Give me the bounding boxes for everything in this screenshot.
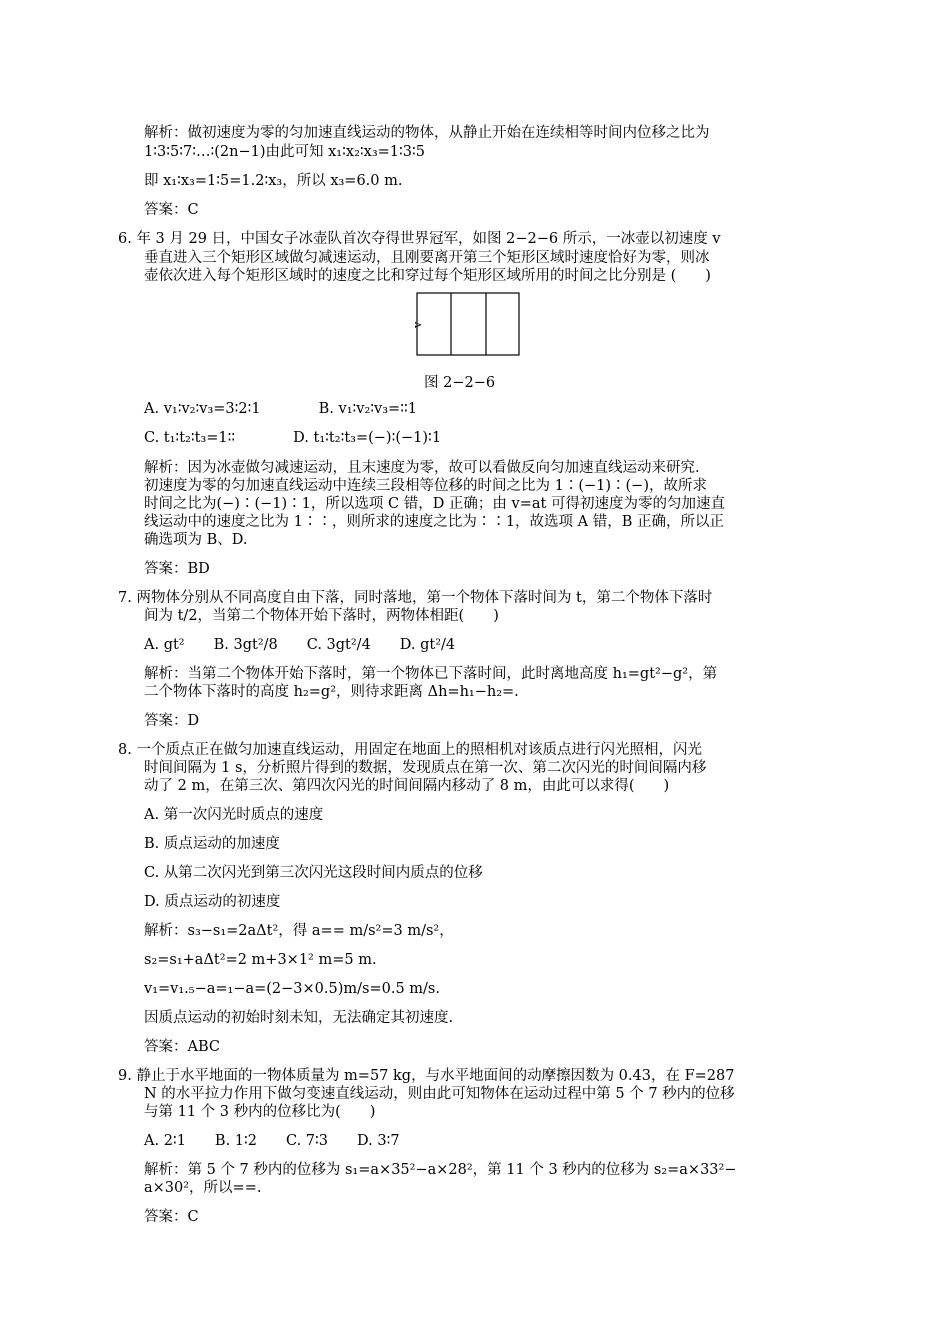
velocity-label: v bbox=[411, 321, 424, 328]
curling-rectangles-figure bbox=[411, 292, 520, 356]
question-6-options-ab: A. v₁∶v₂∶v₃=3∶2∶1 B. v₁∶v₂∶v₃=∶∶1 bbox=[144, 401, 417, 417]
answer-5: 答案：C bbox=[144, 202, 199, 218]
solution-8-line-3: v₁=v₁.₅−a=₁−a=(2−3×0.5)m/s=0.5 m/s. bbox=[144, 981, 440, 997]
solution-7-line-1: 解析：当第二个物体开始下落时，第一个物体已下落时间，此时离地高度 h₁=gt²−g²，第 bbox=[144, 666, 718, 682]
question-7-options: A. gt² B. 3gt²/8 C. 3gt²/4 D. gt²/4 bbox=[144, 637, 456, 653]
question-8-option-c: C. 从第二次闪光到第三次闪光这段时间内质点的位移 bbox=[144, 865, 483, 881]
question-6-options-cd: C. t₁∶t₂∶t₃=1∶∶ D. t₁∶t₂∶t₃=(−)∶(−1)∶1 bbox=[144, 430, 442, 446]
question-8-line-1: 8. 一个质点正在做匀加速直线运动，用固定在地面上的照相机对该质点进行闪光照相，闪光 bbox=[118, 742, 702, 758]
solution-7-line-2: 二个物体下落时的高度 h₂=g²，则待求距离 Δh=h₁−h₂=. bbox=[144, 684, 519, 700]
question-8-option-d: D. 质点运动的初速度 bbox=[144, 894, 281, 910]
solution-9-line-1: 解析：第 5 个 7 秒内的位移为 s₁=a×35²−a×28²，第 11 个 3 秒内的位移为 s₂=a×33²− bbox=[144, 1162, 737, 1178]
solution-6-line-1: 解析：因为冰壶做匀减速运动，且末速度为零，故可以看做反向匀加速直线运动来研究. bbox=[144, 460, 700, 476]
question-7-line-2: 间为 t/2，当第二个物体开始下落时，两物体相距( ) bbox=[144, 608, 499, 624]
question-7-line-1: 7. 两物体分别从不同高度自由下落，同时落地，第一个物体下落时间为 t，第二个物体下落时 bbox=[118, 590, 713, 606]
question-8-line-2: 时间间隔为 1 s，分析照片得到的数据，发现质点在第一次、第二次闪光的时间间隔内移 bbox=[144, 760, 707, 776]
question-9-line-3: 与第 11 个 3 秒内的位移比为( ) bbox=[144, 1104, 376, 1120]
question-9-line-2: N 的水平拉力作用下做匀变速直线运动，则由此可知物体在运动过程中第 5 个 7 秒内的位移 bbox=[144, 1086, 735, 1102]
question-6-line-2: 垂直进入三个矩形区域做匀减速运动，且刚要离开第三个矩形区域时速度恰好为零，则冰 bbox=[144, 250, 710, 266]
question-6-line-3: 壶依次进入每个矩形区域时的速度之比和穿过每个矩形区域所用的时间之比分别是 ( ) bbox=[144, 268, 711, 284]
solution-6-line-5: 确选项为 B、D. bbox=[144, 532, 248, 548]
solution-8-line-4: 因质点运动的初始时刻未知，无法确定其初速度. bbox=[144, 1010, 454, 1026]
solution-6-line-2: 初速度为零的匀加速直线运动中连续三段相等位移的时间之比为 1∶(−1)∶(−)，故所求 bbox=[144, 478, 707, 494]
solution-6-line-3: 时间之比为(−)∶(−1)∶1，所以选项 C 错，D 正确；由 v=at 可得初速度为零的匀加速直 bbox=[144, 496, 725, 512]
solution-5-line-3: 即 x₁∶x₃=1∶5=1.2∶x₃，所以 x₃=6.0 m. bbox=[144, 173, 403, 189]
solution-8-line-2: s₂=s₁+aΔt²=2 m+3×1² m=5 m. bbox=[144, 952, 377, 968]
figure-caption: 图 2−2−6 bbox=[424, 375, 496, 391]
answer-6: 答案：BD bbox=[144, 561, 210, 577]
answer-9: 答案：C bbox=[144, 1209, 199, 1225]
solution-5-line-1: 解析：做初速度为零的匀加速直线运动的物体，从静止开始在连续相等时间内位移之比为 bbox=[144, 125, 710, 141]
question-8-option-a: A. 第一次闪光时质点的速度 bbox=[144, 807, 324, 823]
solution-6-line-4: 线运动中的速度之比为 1∶∶，则所求的速度之比为∶∶1，故选项 A 错，B 正确，所以正 bbox=[144, 514, 725, 530]
question-6-line-1: 6. 年 3 月 29 日，中国女子冰壶队首次夺得世界冠军，如图 2−2−6 所示，一冰壶以初速度 v bbox=[118, 231, 721, 247]
answer-7: 答案：D bbox=[144, 713, 200, 729]
rect-outline bbox=[417, 293, 519, 355]
solution-9-line-2: a×30²，所以==. bbox=[144, 1180, 262, 1196]
question-8-line-3: 动了 2 m，在第三次、第四次闪光的时间间隔内移动了 8 m，由此可以求得( ) bbox=[144, 778, 670, 794]
question-8-option-b: B. 质点运动的加速度 bbox=[144, 836, 280, 852]
answer-8: 答案：ABC bbox=[144, 1039, 220, 1055]
solution-8-line-1: 解析：s₃−s₁=2aΔt²，得 a== m/s²=3 m/s²， bbox=[144, 923, 454, 939]
question-9-options: A. 2∶1 B. 1∶2 C. 7∶3 D. 3∶7 bbox=[144, 1133, 400, 1149]
solution-5-line-2: 1∶3∶5∶7∶…∶(2n−1)由此可知 x₁∶x₂∶x₃=1∶3∶5 bbox=[144, 144, 426, 160]
question-9-line-1: 9. 静止于水平地面的一物体质量为 m=57 kg，与水平地面间的动摩擦因数为 0.43，在 F=287 bbox=[118, 1068, 735, 1084]
